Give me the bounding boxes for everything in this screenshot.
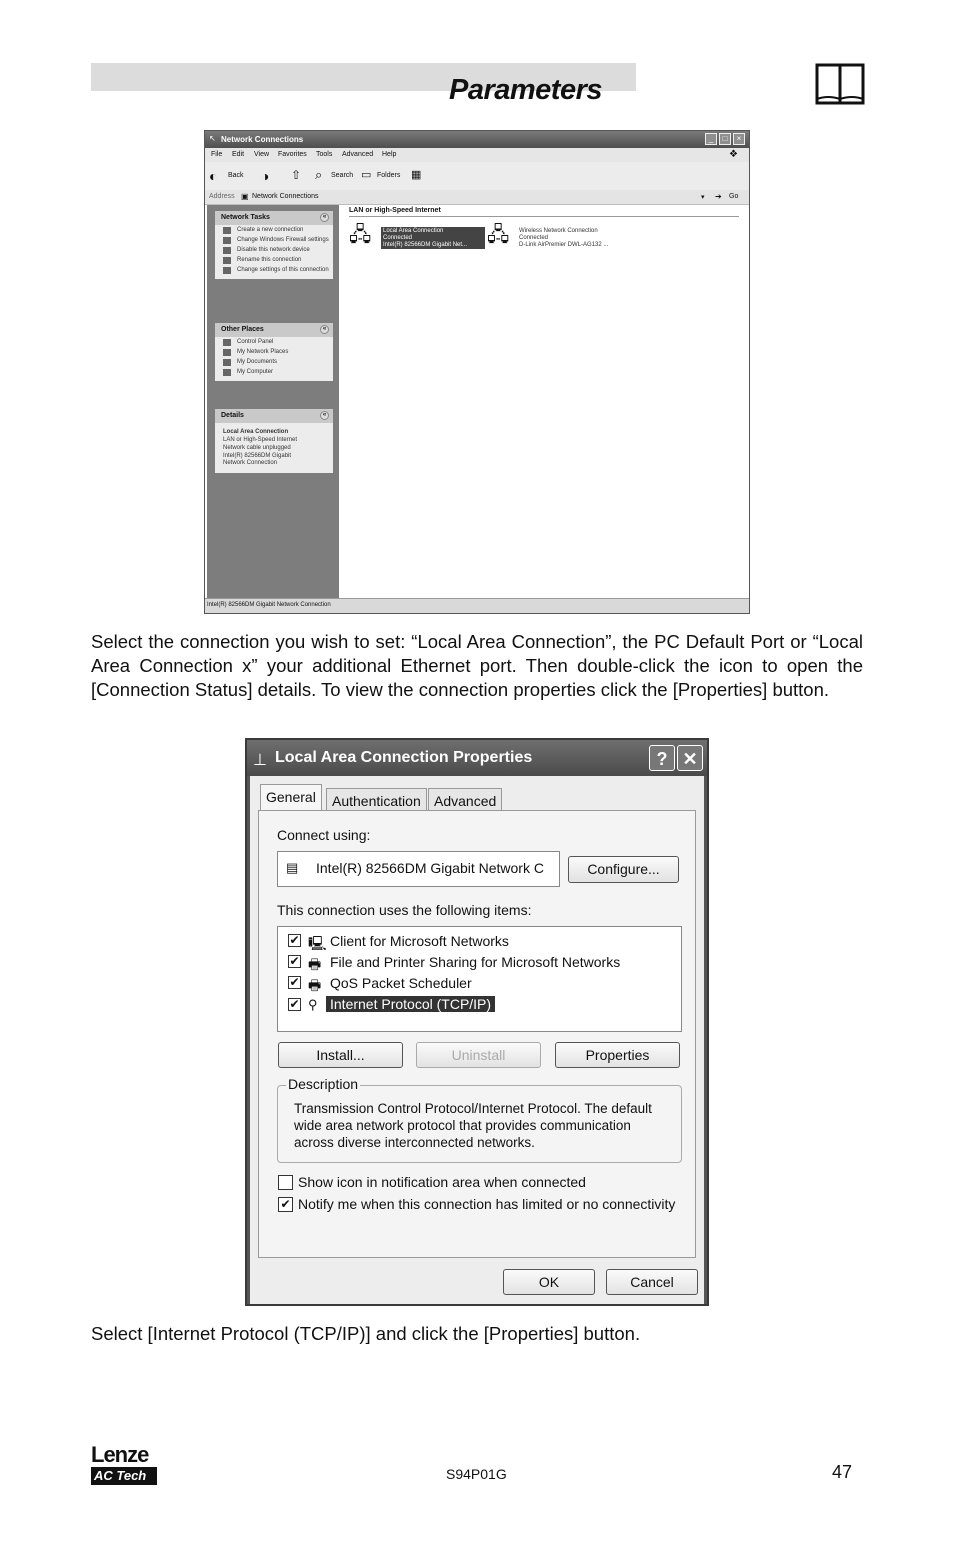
details-header[interactable]	[215, 409, 333, 423]
task-firewall-settings[interactable]	[215, 235, 333, 245]
item-label: Client for Microsoft Networks	[330, 933, 509, 949]
list-item[interactable]	[288, 954, 668, 972]
place-my-computer[interactable]	[215, 367, 333, 381]
forward-arrow-icon[interactable]: ◑	[261, 168, 270, 184]
description-legend: Description	[288, 1076, 359, 1092]
description-text: Transmission Control Protocol/Internet Protocol. The default wide area network protocol that provides communication across diverse interconnected networks.	[294, 1101, 652, 1150]
notify-label: Notify me when this connection has limited or no connectivity	[298, 1196, 676, 1212]
item-label: File and Printer Sharing for Microsoft Networks	[330, 954, 621, 970]
up-folder-icon[interactable]: ⇧	[291, 168, 302, 182]
task-create-connection[interactable]	[215, 225, 333, 235]
details-line: Intel(R) 82566DM Gigabit Network Connection	[223, 453, 292, 466]
details-line: LAN or High-Speed Internet	[223, 437, 298, 443]
documents-icon	[223, 359, 231, 366]
status-bar	[205, 598, 749, 614]
group-divider	[349, 216, 739, 217]
tab-general[interactable]: General	[260, 784, 322, 811]
adapter-name: Intel(R) 82566DM Gigabit Network C	[316, 860, 544, 876]
connection-device: D-Link AirPremier DWL-AG132 ...	[519, 242, 609, 248]
window-titlebar	[205, 131, 749, 148]
settings-icon	[223, 267, 231, 274]
book-icon	[815, 63, 865, 105]
dropdown-arrow-icon[interactable]: ▾	[701, 194, 705, 201]
lenze-actech-logo	[91, 1443, 157, 1489]
connection-properties-dialog	[245, 738, 709, 1306]
task-rename-connection[interactable]	[215, 255, 333, 265]
protocol-icon: ⚲	[308, 997, 318, 1012]
task-label: Change settings of this connection	[237, 267, 329, 273]
place-my-documents[interactable]	[215, 357, 333, 367]
menu-tools[interactable]: Tools	[316, 151, 333, 158]
window-title: Network Connections	[221, 135, 304, 144]
properties-button[interactable]: Properties	[555, 1042, 680, 1068]
maximize-icon[interactable]: □	[719, 133, 731, 145]
list-item[interactable]	[288, 975, 668, 993]
list-item[interactable]	[288, 933, 668, 951]
close-button[interactable]: ✕	[677, 745, 703, 771]
network-tasks-title: Network Tasks	[221, 214, 270, 221]
task-label: Change Windows Firewall settings	[237, 237, 329, 243]
go-button[interactable]: Go	[729, 193, 739, 200]
page-title: Parameters	[449, 74, 602, 106]
network-tasks-header[interactable]	[215, 211, 333, 225]
show-icon-label: Show icon in notification area when connected	[298, 1174, 586, 1190]
install-button[interactable]: Install...	[278, 1042, 403, 1068]
logo-lenze: Lenze	[91, 1442, 149, 1467]
place-label: My Network Places	[237, 349, 289, 355]
network-places-icon	[223, 349, 231, 356]
components-list[interactable]	[277, 926, 682, 1032]
notify-checkbox[interactable]: ✔	[278, 1197, 293, 1212]
item-checkbox[interactable]: ✔	[289, 997, 300, 1011]
document-code: S94P01G	[446, 1466, 507, 1482]
task-change-settings[interactable]	[215, 265, 333, 279]
minimize-icon[interactable]: _	[705, 133, 717, 145]
place-label: Control Panel	[237, 339, 274, 345]
menu-file[interactable]: File	[211, 151, 223, 158]
logo-actech: AC Tech	[91, 1467, 157, 1485]
instruction-paragraph-1: Select the connection you wish to set: “Local Area Connection”, the PC Default Port or “Local Area Connection x” your additional Ethernet port. Then double-click the icon to open the [Connection Status] details. To view the connection properties click the [Properties] button.	[91, 631, 863, 700]
qos-scheduler-icon: 🖶	[308, 977, 322, 993]
place-label: My Computer	[237, 369, 274, 375]
item-checkbox[interactable]: ✔	[289, 954, 300, 968]
tab-advanced[interactable]: Advanced	[428, 788, 502, 810]
item-checkbox[interactable]: ✔	[289, 975, 300, 989]
rename-icon	[223, 257, 231, 264]
description-group	[277, 1076, 682, 1163]
client-icon: 🖳	[308, 935, 327, 951]
place-label: My Documents	[237, 359, 278, 365]
collapse-icon[interactable]: «	[320, 325, 329, 334]
menu-view[interactable]: View	[254, 151, 270, 158]
firewall-icon	[223, 237, 231, 244]
network-folder-icon: ▣	[241, 192, 249, 201]
page-number: 47	[832, 1462, 853, 1482]
show-icon-checkbox[interactable]	[278, 1175, 293, 1190]
place-my-network-places[interactable]	[215, 347, 333, 357]
toolbar	[205, 162, 749, 191]
collapse-icon[interactable]: «	[320, 213, 329, 222]
windows-logo-icon: ❖	[729, 149, 738, 160]
back-button[interactable]: Back	[228, 172, 244, 179]
other-places-title: Other Places	[221, 326, 264, 333]
menu-bar	[205, 148, 749, 162]
adapter-field	[277, 851, 560, 887]
close-icon[interactable]: ×	[733, 133, 745, 145]
folders-icon[interactable]: ▭	[361, 169, 372, 181]
connection-name: Wireless Network Connection	[519, 228, 598, 234]
items-label: This connection uses the following items:	[277, 902, 532, 918]
network-tasks-panel	[215, 211, 333, 279]
network-connections-screenshot	[204, 130, 750, 614]
task-disable-device[interactable]	[215, 245, 333, 255]
views-icon[interactable]: ▦	[411, 169, 422, 181]
folders-button[interactable]: Folders	[377, 172, 401, 179]
other-places-header[interactable]	[215, 323, 333, 337]
dialog-titlebar	[247, 740, 707, 776]
ok-button[interactable]: OK	[503, 1269, 595, 1295]
search-icon[interactable]: ⌕	[315, 167, 323, 182]
network-plug-icon: ⊥	[253, 752, 267, 769]
network-adapter-icon: 🖧	[349, 224, 372, 246]
window-icon: ↖	[209, 134, 216, 143]
go-arrow-icon[interactable]: ➔	[715, 192, 722, 201]
item-checkbox[interactable]: ✔	[289, 933, 300, 947]
collapse-icon[interactable]: «	[320, 411, 329, 420]
menu-help[interactable]: Help	[382, 151, 397, 158]
task-pane	[207, 205, 339, 598]
connection-device: Intel(R) 82566DM Gigabit Net...	[383, 242, 468, 248]
address-label: Address	[209, 193, 235, 200]
task-label: Create a new connection	[237, 227, 304, 233]
details-line: Network cable unplugged	[223, 445, 291, 451]
wireless-adapter-icon: 🖧	[487, 224, 510, 246]
uninstall-button: Uninstall	[416, 1042, 541, 1068]
connection-name: Local Area Connection	[383, 228, 444, 234]
list-item[interactable]	[288, 996, 668, 1016]
instruction-paragraph-2: Select [Internet Protocol (TCP/IP)] and click the [Properties] button.	[91, 1323, 641, 1344]
details-name: Local Area Connection	[223, 429, 289, 435]
help-button[interactable]: ?	[649, 745, 675, 771]
dialog-title: Local Area Connection Properties	[275, 749, 533, 766]
dialog-body	[250, 776, 704, 1304]
computer-icon	[223, 369, 231, 376]
other-places-panel	[215, 323, 333, 381]
address-value[interactable]: Network Connections	[252, 193, 319, 200]
details-title: Details	[221, 412, 244, 419]
connection-status: Connected	[383, 235, 413, 241]
cancel-button[interactable]: Cancel	[606, 1269, 698, 1295]
back-arrow-icon[interactable]: ◐	[209, 168, 218, 184]
menu-edit[interactable]: Edit	[232, 151, 245, 158]
task-label: Rename this connection	[237, 257, 302, 263]
details-panel	[215, 409, 333, 473]
status-text: Intel(R) 82566DM Gigabit Network Connection	[207, 602, 331, 608]
file-printer-sharing-icon: 🖶	[308, 956, 322, 972]
connect-using-label: Connect using:	[277, 827, 371, 843]
menu-favorites[interactable]: Favorites	[278, 151, 307, 158]
control-panel-icon	[223, 339, 231, 346]
new-connection-icon	[223, 227, 231, 234]
search-button[interactable]: Search	[331, 172, 354, 179]
address-bar	[205, 190, 749, 205]
connections-pane	[342, 205, 749, 598]
configure-button[interactable]: Configure...	[568, 856, 679, 883]
item-label: Internet Protocol (TCP/IP)	[326, 996, 495, 1012]
menu-advanced[interactable]: Advanced	[342, 151, 374, 158]
network-card-icon: ▤	[286, 860, 299, 875]
general-tab-page	[258, 810, 696, 1258]
item-label: QoS Packet Scheduler	[330, 975, 472, 991]
disable-icon	[223, 247, 231, 254]
place-control-panel[interactable]	[215, 337, 333, 347]
group-header: LAN or High-Speed Internet	[349, 207, 441, 214]
tab-authentication[interactable]: Authentication	[326, 788, 427, 810]
connection-status: Connected	[519, 235, 549, 241]
task-label: Disable this network device	[237, 247, 310, 253]
